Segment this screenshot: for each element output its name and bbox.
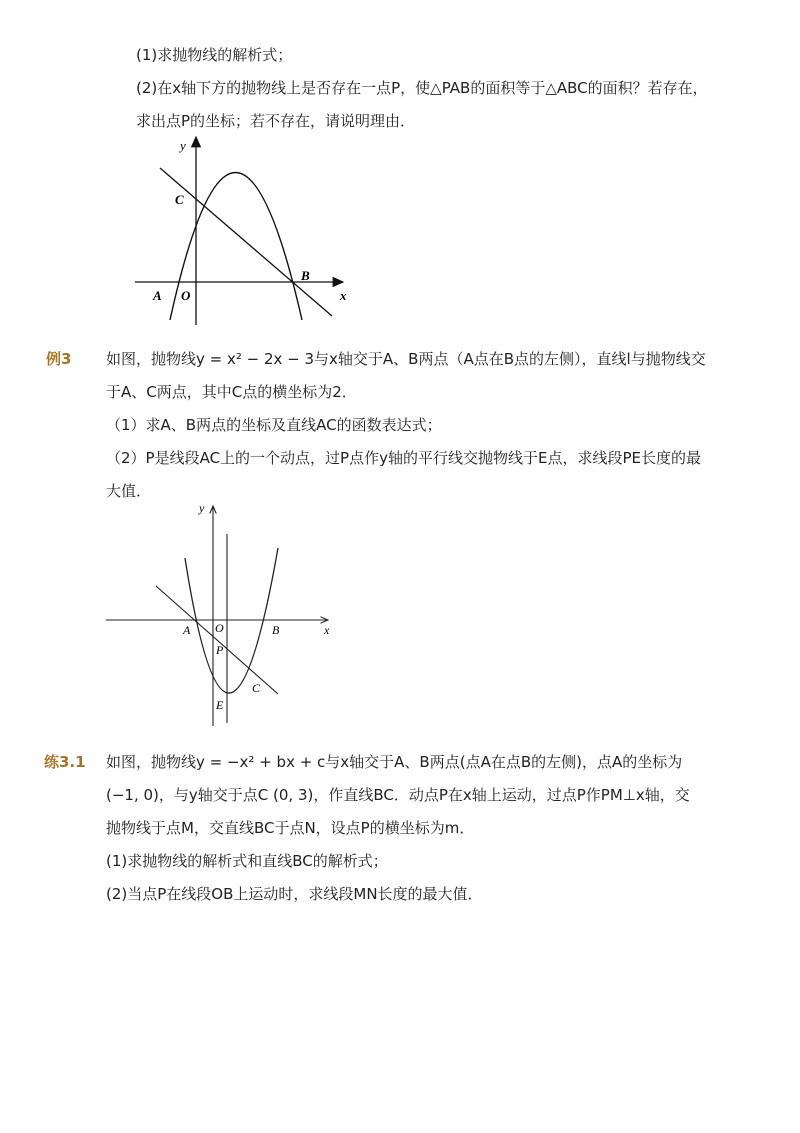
prev-q2-line2: 求出点P的坐标；若不存在，请说明理由． [136, 112, 416, 130]
example3-figure [100, 498, 340, 733]
practice31-line3: 抛物线于点M，交直线BC于点N，设点P的横坐标为m． [106, 819, 475, 837]
label-o: O [215, 621, 224, 635]
line-ac [156, 586, 278, 694]
practice31-line1: 如图，抛物线y = −x² + bx + c与x轴交于A、B两点(点A在点B的左侧)，点A的坐标为 [106, 753, 683, 771]
label-x: x [324, 623, 330, 637]
label-c: C [252, 681, 261, 695]
prev-q1: (1)求抛物线的解析式； [136, 46, 293, 64]
prev-figure [130, 130, 360, 330]
label-p: P [216, 643, 224, 657]
practice31-q1: (1)求抛物线的解析式和直线BC的解析式； [106, 852, 388, 870]
label-e: E [216, 698, 224, 712]
label-o: O [181, 288, 191, 303]
label-a: A [183, 623, 191, 637]
practice31-label: 练3.1 [44, 753, 86, 771]
label-a: A [153, 288, 162, 303]
example3-q2-line1: （2）P是线段AC上的一个动点，过P点作y轴的平行线交抛物线于E点，求线段PE长度的最 [106, 449, 701, 467]
label-x: x [340, 288, 347, 303]
example3-q2-line2: 大值． [106, 482, 152, 500]
example3-label: 例3 [46, 350, 72, 368]
practice31-line2: (−1, 0)，与y轴交于点C (0, 3)，作直线BC．动点P在x轴上运动，过点P作PM⊥x轴，交 [106, 786, 690, 804]
label-b: B [272, 623, 280, 637]
label-c: C [175, 192, 184, 207]
label-b: B [301, 268, 310, 283]
example3-line1: 如图，抛物线y = x² − 2x − 3与x轴交于A、B两点（A点在B点的左侧），直线l与抛物线交 [106, 350, 706, 368]
practice31-q2: (2)当点P在线段OB上运动时，求线段MN长度的最大值． [106, 885, 483, 903]
example3-line2: 于A、C两点，其中C点的横坐标为2． [106, 383, 357, 401]
label-y: y [199, 501, 205, 515]
prev-q2-line1: (2)在x轴下方的抛物线上是否存在一点P，使△PAB的面积等于△ABC的面积？若存在， [136, 79, 708, 97]
example3-q1: （1）求A、B两点的坐标及直线AC的函数表达式； [106, 416, 442, 434]
label-y: y [180, 138, 186, 153]
